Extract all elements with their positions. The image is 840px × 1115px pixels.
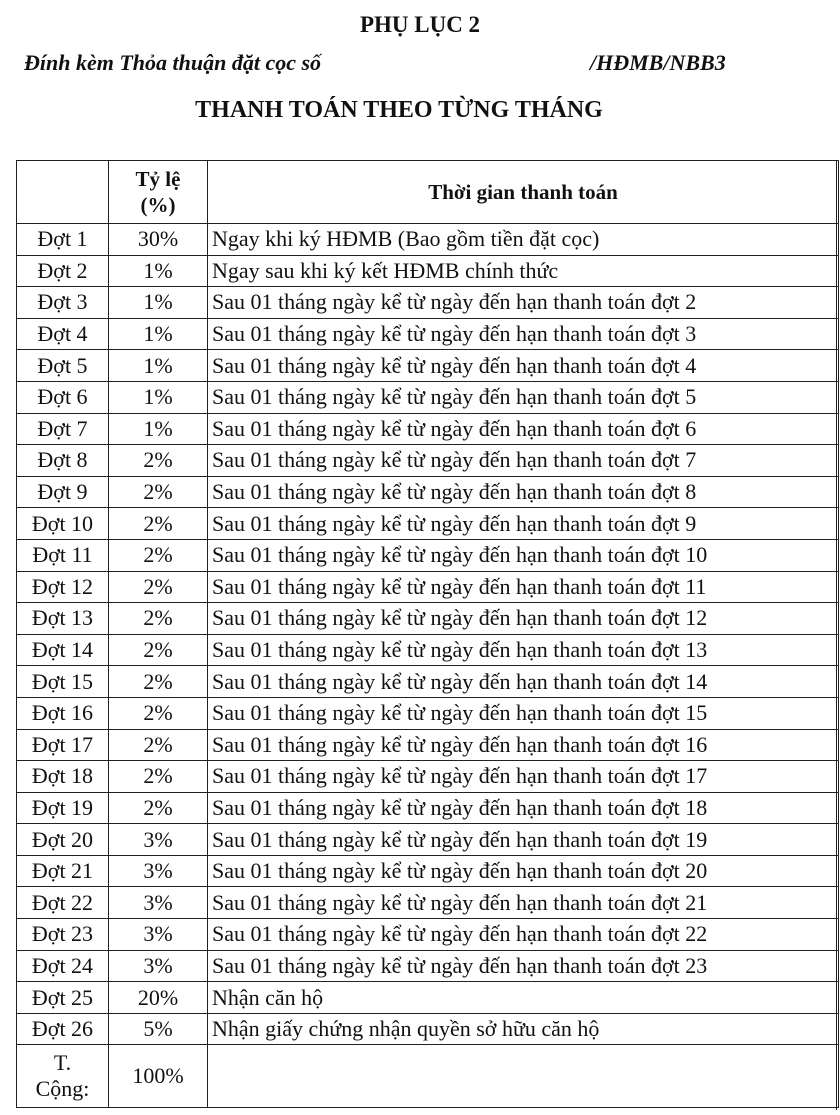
rate-cell: 30%: [109, 224, 208, 256]
payment-time-cell: Sau 01 tháng ngày kể từ ngày đến hạn thanh toán đợt 3: [208, 318, 839, 350]
total-time: [208, 1045, 839, 1108]
table-row: [17, 666, 839, 698]
payment-time-cell: Sau 01 tháng ngày kể từ ngày đến hạn thanh toán đợt 11: [208, 571, 839, 603]
installment-cell: Đợt 12: [17, 571, 109, 603]
table-total-row: [17, 1045, 839, 1108]
payment-time-cell: Sau 01 tháng ngày kể từ ngày đến hạn thanh toán đợt 13: [208, 634, 839, 666]
header-rate-line2: (%): [140, 193, 176, 217]
table-row: [17, 950, 839, 982]
rate-cell: 20%: [109, 982, 208, 1014]
table-row: [17, 445, 839, 477]
table-row: [17, 761, 839, 793]
rate-cell: 1%: [109, 413, 208, 445]
rate-cell: 2%: [109, 666, 208, 698]
table-row: [17, 476, 839, 508]
rate-cell: 1%: [109, 350, 208, 382]
installment-cell: Đợt 21: [17, 855, 109, 887]
rate-cell: 2%: [109, 634, 208, 666]
payment-time-cell: Sau 01 tháng ngày kể từ ngày đến hạn thanh toán đợt 20: [208, 855, 839, 887]
payment-time-cell: Sau 01 tháng ngày kể từ ngày đến hạn thanh toán đợt 5: [208, 381, 839, 413]
rate-cell: 1%: [109, 255, 208, 287]
installment-cell: Đợt 26: [17, 1013, 109, 1045]
total-label: [17, 1045, 109, 1108]
table-row: [17, 824, 839, 856]
table-row: [17, 350, 839, 382]
table-row: [17, 634, 839, 666]
rate-cell: 2%: [109, 571, 208, 603]
rate-cell: 2%: [109, 476, 208, 508]
table-row: [17, 729, 839, 761]
installment-cell: Đợt 22: [17, 887, 109, 919]
payment-time-cell: Ngay sau khi ký kết HĐMB chính thức: [208, 255, 839, 287]
rate-cell: 2%: [109, 445, 208, 477]
table-row: [17, 919, 839, 951]
rate-cell: 1%: [109, 318, 208, 350]
rate-cell: 2%: [109, 508, 208, 540]
installment-cell: Đợt 3: [17, 287, 109, 319]
rate-cell: 5%: [109, 1013, 208, 1045]
payment-time-cell: Sau 01 tháng ngày kể từ ngày đến hạn thanh toán đợt 10: [208, 539, 839, 571]
table-row: [17, 318, 839, 350]
header-installment: [17, 161, 109, 224]
table-row: [17, 855, 839, 887]
payment-time-cell: Sau 01 tháng ngày kể từ ngày đến hạn thanh toán đợt 4: [208, 350, 839, 382]
payment-time-cell: Sau 01 tháng ngày kể từ ngày đến hạn thanh toán đợt 9: [208, 508, 839, 540]
rate-cell: 2%: [109, 603, 208, 635]
document-heading: THANH TOÁN THEO TỪNG THÁNG: [195, 97, 603, 123]
document-subtitle-contract-code: /HĐMB/NBB3: [590, 50, 726, 75]
payment-time-cell: Sau 01 tháng ngày kể từ ngày đến hạn thanh toán đợt 16: [208, 729, 839, 761]
payment-time-cell: Sau 01 tháng ngày kể từ ngày đến hạn thanh toán đợt 12: [208, 603, 839, 635]
total-label-line2: Cộng:: [35, 1076, 90, 1102]
installment-cell: Đợt 18: [17, 761, 109, 793]
rate-cell: 2%: [109, 761, 208, 793]
document-title: PHỤ LỤC 2: [359, 12, 481, 37]
table-row: [17, 539, 839, 571]
table-row: [17, 224, 839, 256]
rate-cell: 1%: [109, 381, 208, 413]
payment-schedule-table: [16, 160, 839, 1108]
payment-time-cell: Sau 01 tháng ngày kể từ ngày đến hạn thanh toán đợt 15: [208, 697, 839, 729]
table-row: [17, 413, 839, 445]
table-row: [17, 792, 839, 824]
installment-cell: Đợt 10: [17, 508, 109, 540]
payment-time-cell: Ngay khi ký HĐMB (Bao gồm tiền đặt cọc): [208, 224, 839, 256]
installment-cell: Đợt 20: [17, 824, 109, 856]
installment-cell: Đợt 16: [17, 697, 109, 729]
rate-cell: 3%: [109, 824, 208, 856]
installment-cell: Đợt 7: [17, 413, 109, 445]
rate-cell: 2%: [109, 729, 208, 761]
table-row: [17, 255, 839, 287]
installment-cell: Đợt 17: [17, 729, 109, 761]
installment-cell: Đợt 25: [17, 982, 109, 1014]
payment-time-cell: Nhận căn hộ: [208, 982, 839, 1014]
header-rate: [109, 161, 208, 224]
rate-cell: 2%: [109, 539, 208, 571]
table-row: [17, 603, 839, 635]
installment-cell: Đợt 5: [17, 350, 109, 382]
table-row: [17, 887, 839, 919]
rate-cell: 3%: [109, 887, 208, 919]
installment-cell: Đợt 4: [17, 318, 109, 350]
installment-cell: Đợt 11: [17, 539, 109, 571]
rate-cell: 2%: [109, 697, 208, 729]
table-row: [17, 287, 839, 319]
table-body: [17, 224, 839, 1045]
table-row: [17, 571, 839, 603]
total-rate: 100%: [109, 1045, 208, 1108]
installment-cell: Đợt 19: [17, 792, 109, 824]
installment-cell: Đợt 1: [17, 224, 109, 256]
payment-time-cell: Sau 01 tháng ngày kể từ ngày đến hạn thanh toán đợt 17: [208, 761, 839, 793]
page-edge-line: [836, 160, 840, 1110]
payment-time-cell: Sau 01 tháng ngày kể từ ngày đến hạn thanh toán đợt 2: [208, 287, 839, 319]
installment-cell: Đợt 2: [17, 255, 109, 287]
payment-time-cell: Sau 01 tháng ngày kể từ ngày đến hạn thanh toán đợt 19: [208, 824, 839, 856]
payment-time-cell: Sau 01 tháng ngày kể từ ngày đến hạn thanh toán đợt 21: [208, 887, 839, 919]
rate-cell: 2%: [109, 792, 208, 824]
payment-time-cell: Sau 01 tháng ngày kể từ ngày đến hạn thanh toán đợt 23: [208, 950, 839, 982]
installment-cell: Đợt 14: [17, 634, 109, 666]
rate-cell: 1%: [109, 287, 208, 319]
table-row: [17, 381, 839, 413]
payment-time-cell: Sau 01 tháng ngày kể từ ngày đến hạn thanh toán đợt 8: [208, 476, 839, 508]
installment-cell: Đợt 15: [17, 666, 109, 698]
header-payment-time: Thời gian thanh toán: [208, 161, 839, 224]
installment-cell: Đợt 23: [17, 919, 109, 951]
payment-time-cell: Sau 01 tháng ngày kể từ ngày đến hạn thanh toán đợt 14: [208, 666, 839, 698]
header-rate-line1: Tỷ lệ: [135, 167, 181, 191]
payment-time-cell: Sau 01 tháng ngày kể từ ngày đến hạn thanh toán đợt 18: [208, 792, 839, 824]
payment-time-cell: Sau 01 tháng ngày kể từ ngày đến hạn thanh toán đợt 7: [208, 445, 839, 477]
table-row: [17, 1013, 839, 1045]
installment-cell: Đợt 8: [17, 445, 109, 477]
total-label-line1: T.: [53, 1050, 72, 1076]
payment-time-cell: Nhận giấy chứng nhận quyền sở hữu căn hộ: [208, 1013, 839, 1045]
installment-cell: Đợt 6: [17, 381, 109, 413]
table-row: [17, 982, 839, 1014]
rate-cell: 3%: [109, 919, 208, 951]
installment-cell: Đợt 13: [17, 603, 109, 635]
document-subtitle-reference: Đính kèm Thỏa thuận đặt cọc số: [24, 50, 322, 75]
payment-time-cell: Sau 01 tháng ngày kể từ ngày đến hạn thanh toán đợt 6: [208, 413, 839, 445]
table-row: [17, 697, 839, 729]
table-row: [17, 508, 839, 540]
installment-cell: Đợt 9: [17, 476, 109, 508]
table-header-row: [17, 161, 839, 224]
rate-cell: 3%: [109, 950, 208, 982]
rate-cell: 3%: [109, 855, 208, 887]
installment-cell: Đợt 24: [17, 950, 109, 982]
payment-time-cell: Sau 01 tháng ngày kể từ ngày đến hạn thanh toán đợt 22: [208, 919, 839, 951]
